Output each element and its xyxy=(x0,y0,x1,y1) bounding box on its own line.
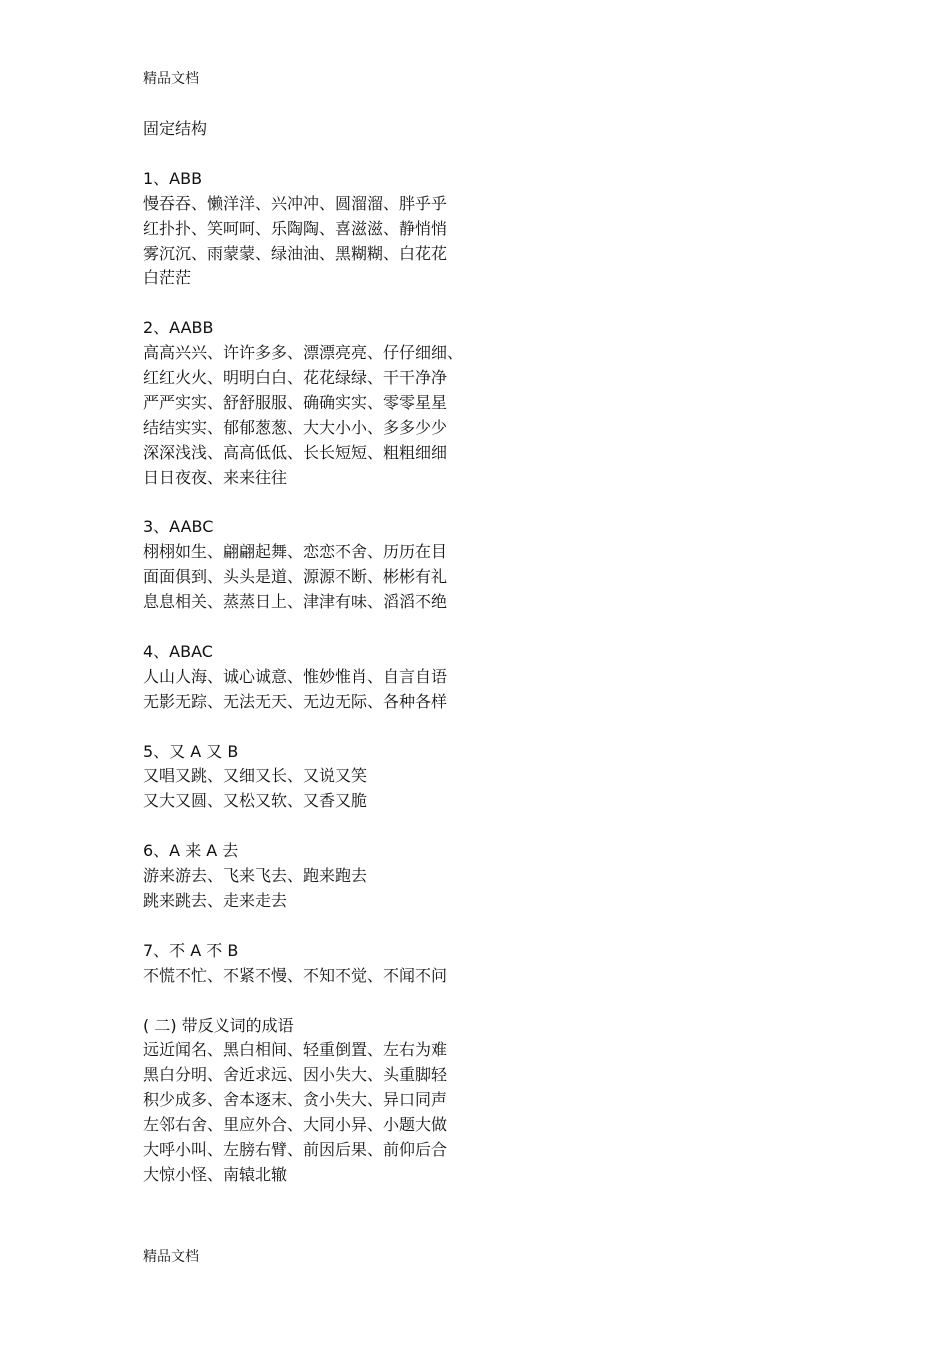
idiom-line: 红扑扑、笑呵呵、乐陶陶、喜滋滋、静悄悄 xyxy=(143,218,448,238)
idiom-line: 面面俱到、头头是道、源源不断、彬彬有礼 xyxy=(143,567,448,587)
idiom-line: 大惊小怪、南辕北辙 xyxy=(143,1164,288,1184)
section-heading: 3、AABC xyxy=(143,517,214,537)
idiom-line: 人山人海、诚心诚意、惟妙惟肖、自言自语 xyxy=(143,666,448,686)
idiom-line: 白茫茫 xyxy=(143,268,192,288)
section xyxy=(143,167,643,292)
idiom-line: 不慌不忙、不紧不慢、不知不觉、不闻不问 xyxy=(143,965,448,985)
document-body xyxy=(143,117,643,1188)
idiom-line: 慢吞吞、懒洋洋、兴冲冲、圆溜溜、胖乎乎 xyxy=(143,193,448,213)
idiom-line: 游来游去、飞来飞去、跑来跑去 xyxy=(143,866,368,886)
section-heading: ( 二) 带反义词的成语 xyxy=(143,1015,294,1035)
idiom-line: 大呼小叫、左膀右臂、前因后果、前仰后合 xyxy=(143,1140,448,1160)
idiom-line: 高高兴兴、许许多多、漂漂亮亮、仔仔细细、 xyxy=(143,343,464,363)
idiom-line: 栩栩如生、翩翩起舞、恋恋不舍、历历在目 xyxy=(143,542,448,562)
section-heading: 4、ABAC xyxy=(143,641,213,661)
idiom-line: 黑白分明、舍近求远、因小失大、头重脚轻 xyxy=(143,1065,448,1085)
section-heading: 5、又 A 又 B xyxy=(143,741,239,761)
section xyxy=(143,515,643,615)
idiom-line: 息息相关、蒸蒸日上、津津有味、滔滔不绝 xyxy=(143,592,448,612)
idiom-line: 雾沉沉、雨蒙蒙、绿油油、黑糊糊、白花花 xyxy=(143,243,448,263)
idiom-line: 严严实实、舒舒服服、确确实实、零零星星 xyxy=(143,392,448,412)
idiom-line: 积少成多、舍本逐末、贪小失大、异口同声 xyxy=(143,1090,448,1110)
section xyxy=(143,740,643,815)
page-header-label: 精品文档 xyxy=(143,71,199,87)
idiom-line: 左邻右舍、里应外合、大同小异、小题大做 xyxy=(143,1115,448,1135)
section xyxy=(143,1014,643,1188)
section xyxy=(143,939,643,989)
section-heading: 1、ABB xyxy=(143,168,203,188)
page-footer-label: 精品文档 xyxy=(143,1249,199,1265)
idiom-line: 又大又圆、又松又软、又香又脆 xyxy=(143,791,368,811)
idiom-line: 远近闻名、黑白相间、轻重倒置、左右为难 xyxy=(143,1040,448,1060)
section xyxy=(143,839,643,914)
idiom-line: 无影无踪、无法无天、无边无际、各种各样 xyxy=(143,691,448,711)
section-heading: 6、A 来 A 去 xyxy=(143,841,239,861)
document-title: 固定结构 xyxy=(143,119,208,138)
idiom-line: 日日夜夜、来来往往 xyxy=(143,467,288,487)
idiom-line: 红红火火、明明白白、花花绿绿、干干净净 xyxy=(143,368,448,388)
idiom-line: 结结实实、郁郁葱葱、大大小小、多多少少 xyxy=(143,417,448,437)
section-list xyxy=(143,167,643,1188)
idiom-line: 跳来跳去、走来走去 xyxy=(143,891,288,910)
section-heading: 7、不 A 不 B xyxy=(143,940,239,960)
section-heading: 2、AABB xyxy=(143,318,214,338)
idiom-line: 深深浅浅、高高低低、长长短短、粗粗细细 xyxy=(143,442,448,462)
idiom-line: 又唱又跳、又细又长、又说又笑 xyxy=(143,766,368,786)
section xyxy=(143,316,643,490)
section xyxy=(143,640,643,715)
